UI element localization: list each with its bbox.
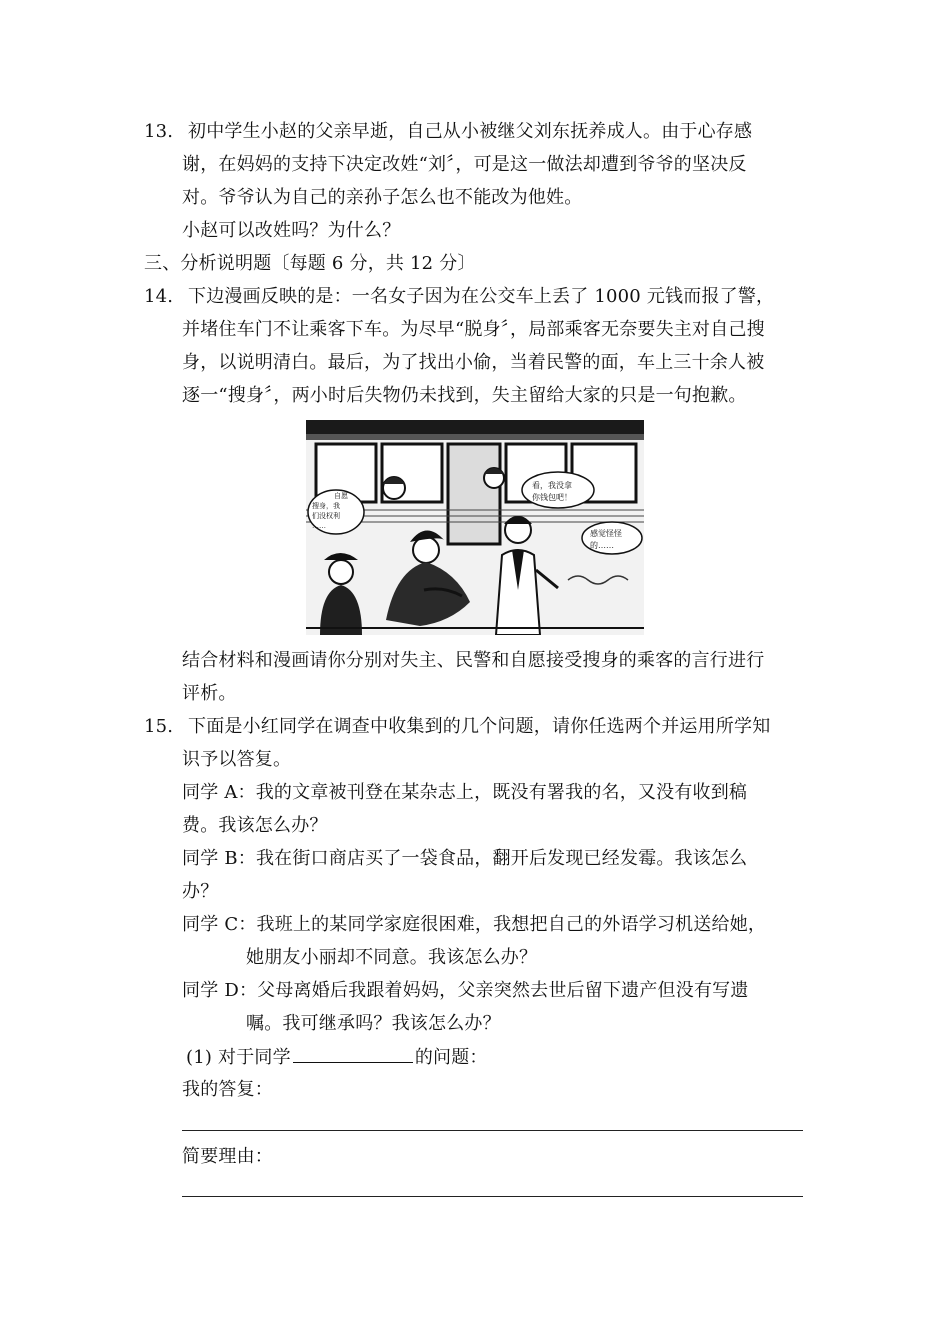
q13-line3: 对。爷爷认为自己的亲孙子怎么也不能改为他姓。 — [182, 187, 583, 208]
q13-line1: 13. 初中学生小赵的父亲早逝，自己从小被继父刘东抚养成人。由于心存感 — [144, 121, 753, 142]
comic-bubble-right2-text-2: 的…… — [590, 541, 614, 550]
bus-comic-image — [306, 420, 644, 635]
q13-line2: 谢，在妈妈的支持下决定改姓“刘〞，可是这一做法却遭到爷爷的坚决反 — [182, 154, 747, 175]
q14-line1: 14. 下边漫画反映的是：一名女子因为在公交车上丢了 1000 元钱而报了警， — [144, 286, 775, 307]
q14-prompt-line2: 评析。 — [182, 683, 237, 704]
q15-sub1 — [186, 1046, 488, 1069]
q15-line2: 识予以答复。 — [182, 749, 292, 770]
q14-line2: 并堵住车门不让乘客下车。为尽早“脱身〞，局部乘客无奈要失主对自己搜 — [182, 319, 765, 340]
comic-bubble-left-text-3: 们没权利 — [312, 512, 340, 520]
q14-line4: 逐一“搜身〞，两小时后失物仍未找到，失主留给大家的只是一句抱歉。 — [182, 385, 747, 406]
q15-student-c-line1: 同学 C：我班上的某同学家庭很困难，我想把自己的外语学习机送给她， — [182, 914, 767, 935]
q15-student-a-line2: 费。我该怎么办？ — [182, 815, 328, 836]
brief-reason-label: 简要理由： — [182, 1146, 273, 1167]
q15-student-d-line2: 嘱。我可继承吗？我该怎么办？ — [246, 1013, 501, 1034]
q15-line1: 15. 下面是小红同学在调查中收集到的几个问题，请你任选两个并运用所学知 — [144, 716, 771, 737]
q14-prompt-line1: 结合材料和漫画请你分别对失主、民警和自愿接受搜身的乘客的言行进行 — [182, 650, 765, 671]
q15-student-b-line2: 办？ — [182, 881, 219, 902]
comic-bubble-left-text-2: 搜身，我 — [312, 502, 340, 510]
comic-bubble-right1-text-1: 看，我没拿 — [532, 481, 572, 490]
comic-bubble-left-text-4: …… — [312, 522, 326, 530]
comic-bubble-left-text-1: 自愿 — [334, 492, 348, 500]
q15-student-a-line1: 同学 A：我的文章被刊登在某杂志上，既没有署我的名，又没有收到稿 — [182, 782, 748, 803]
q15-student-d-line1: 同学 D：父母离婚后我跟着妈妈，父亲突然去世后留下遗产但没有写遗 — [182, 980, 749, 1001]
comic-bubble-right1-text-2: 你钱包吧！ — [532, 493, 572, 502]
section3-heading: 三、分析说明题〔每题 6 分，共 12 分〕 — [144, 253, 476, 274]
q15-number: 15. — [144, 716, 174, 737]
comic-bubble-right2-text-1: 感觉怪怪 — [590, 529, 622, 538]
student-choice-blank[interactable] — [293, 1046, 413, 1063]
answer-line-1[interactable] — [182, 1130, 803, 1131]
q15-student-c-line2: 她朋友小丽却不同意。我该怎么办？ — [246, 947, 538, 968]
q13-number: 13. — [144, 121, 174, 142]
q14-number: 14. — [144, 286, 174, 307]
my-answer-label: 我的答复： — [182, 1079, 273, 1100]
q15-sub1-prefix: (1) 对于同学 — [186, 1047, 291, 1068]
q15-student-b-line1: 同学 B：我在街口商店买了一袋食品，翻开后发现已经发霉。我该怎么 — [182, 848, 748, 869]
q13-question: 小赵可以改姓吗？为什么？ — [182, 220, 401, 241]
q14-line3: 身，以说明清白。最后，为了找出小偷，当着民警的面，车上三十余人被 — [182, 352, 765, 373]
q15-sub1-suffix: 的问题： — [414, 1047, 488, 1068]
answer-line-2[interactable] — [182, 1196, 803, 1197]
